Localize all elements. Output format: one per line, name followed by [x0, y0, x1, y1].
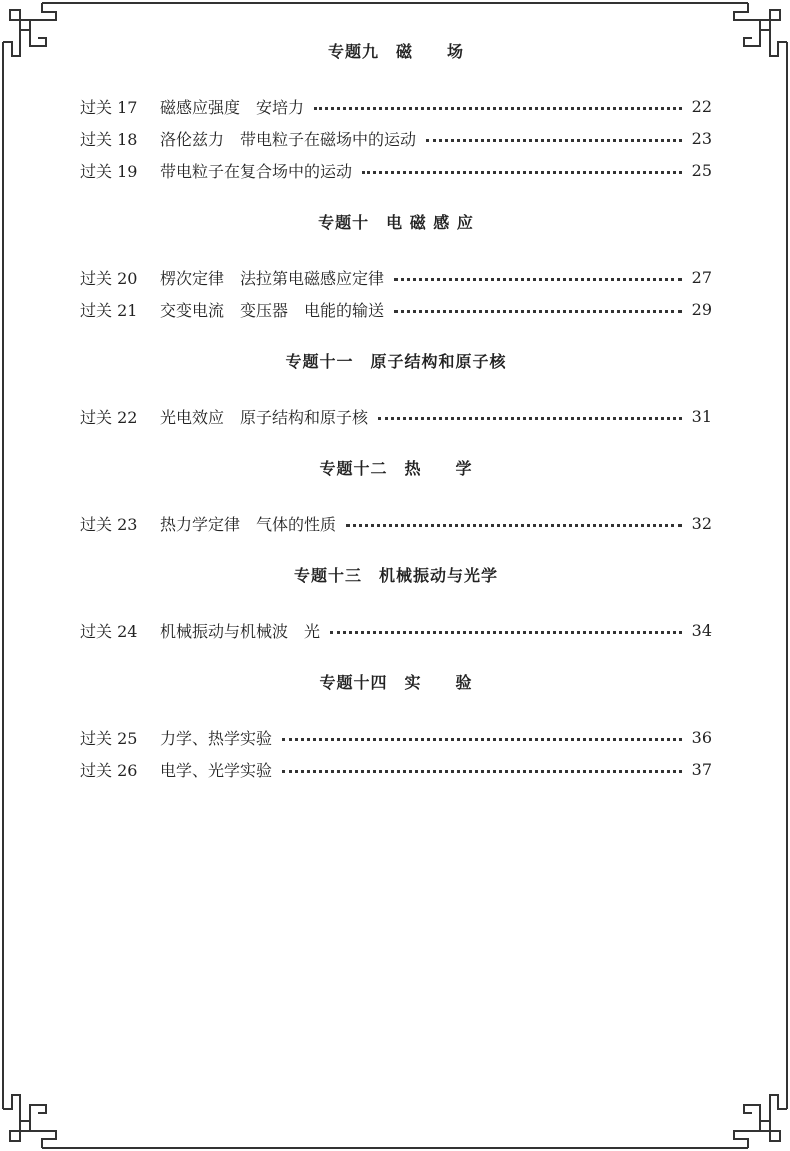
entry-page-number: 23: [691, 128, 712, 148]
toc-section-12: [80, 457, 712, 539]
entry-title: 机械振动与机械波 光: [160, 621, 321, 641]
toc-entry[interactable]: [80, 721, 712, 753]
entry-number: 过关 24: [80, 621, 138, 641]
entry-title: 电学、光学实验: [160, 760, 273, 780]
corner-ornament-bottom-right: [734, 1095, 787, 1148]
entry-title: 磁感应强度 安培力: [160, 97, 305, 117]
dot-leader: [330, 631, 682, 634]
entry-page-number: 32: [691, 513, 712, 533]
entry-list: [80, 261, 712, 325]
toc-section-9: [80, 40, 712, 186]
entry-page-number: 22: [691, 96, 712, 116]
dot-leader: [362, 171, 682, 174]
entry-title: 交变电流 变压器 电能的输送: [160, 300, 385, 320]
toc-entry[interactable]: [80, 261, 712, 293]
entry-title: 洛伦兹力 带电粒子在磁场中的运动: [160, 129, 417, 149]
entry-page-number: 34: [691, 620, 712, 640]
dot-leader: [394, 278, 682, 281]
entry-number: 过关 22: [80, 407, 138, 427]
section-title: 专题十二 热 学: [319, 459, 473, 478]
entry-page-number: 29: [691, 299, 712, 319]
dot-leader: [394, 310, 682, 313]
toc-entry[interactable]: [80, 293, 712, 325]
entry-page-number: 37: [691, 759, 712, 779]
toc-section-10: [80, 211, 712, 325]
entry-title: 力学、热学实验: [160, 728, 273, 748]
dot-leader: [378, 417, 682, 420]
entry-number: 过关 17: [80, 97, 138, 117]
toc-entry[interactable]: [80, 753, 712, 785]
entry-list: [80, 400, 712, 432]
entry-number: 过关 26: [80, 760, 138, 780]
section-title: 专题十 电 磁 感 应: [318, 213, 474, 232]
dot-leader: [314, 107, 682, 110]
table-of-contents: [80, 40, 712, 810]
entry-list: [80, 721, 712, 785]
toc-entry[interactable]: [80, 90, 712, 122]
dot-leader: [426, 139, 682, 142]
toc-entry[interactable]: [80, 507, 712, 539]
corner-ornament-top-left: [3, 3, 56, 56]
toc-section-14: [80, 671, 712, 785]
toc-entry[interactable]: [80, 400, 712, 432]
entry-title: 光电效应 原子结构和原子核: [160, 407, 369, 427]
toc-section-13: [80, 564, 712, 646]
entry-list: [80, 614, 712, 646]
entry-page-number: 27: [691, 267, 712, 287]
section-title: 专题九 磁 场: [327, 42, 464, 61]
entry-page-number: 25: [691, 160, 712, 180]
section-title: 专题十三 机械振动与光学: [293, 566, 498, 585]
dot-leader: [346, 524, 682, 527]
entry-number: 过关 21: [80, 300, 138, 320]
toc-entry[interactable]: [80, 122, 712, 154]
entry-title: 带电粒子在复合场中的运动: [160, 161, 353, 181]
entry-number: 过关 20: [80, 268, 138, 288]
corner-ornament-bottom-left: [3, 1095, 56, 1148]
entry-list: [80, 90, 712, 186]
corner-ornament-top-right: [734, 3, 787, 56]
entry-page-number: 31: [691, 406, 712, 426]
entry-number: 过关 25: [80, 728, 138, 748]
entry-page-number: 36: [691, 727, 712, 747]
entry-title: 热力学定律 气体的性质: [160, 514, 337, 534]
section-title: 专题十四 实 验: [319, 673, 473, 692]
toc-entry[interactable]: [80, 154, 712, 186]
entry-number: 过关 23: [80, 514, 138, 534]
entry-number: 过关 18: [80, 129, 138, 149]
dot-leader: [282, 770, 682, 773]
entry-title: 楞次定律 法拉第电磁感应定律: [160, 268, 385, 288]
toc-entry[interactable]: [80, 614, 712, 646]
entry-list: [80, 507, 712, 539]
section-title: 专题十一 原子结构和原子核: [285, 352, 507, 371]
entry-number: 过关 19: [80, 161, 138, 181]
dot-leader: [282, 738, 682, 741]
toc-section-11: [80, 350, 712, 432]
